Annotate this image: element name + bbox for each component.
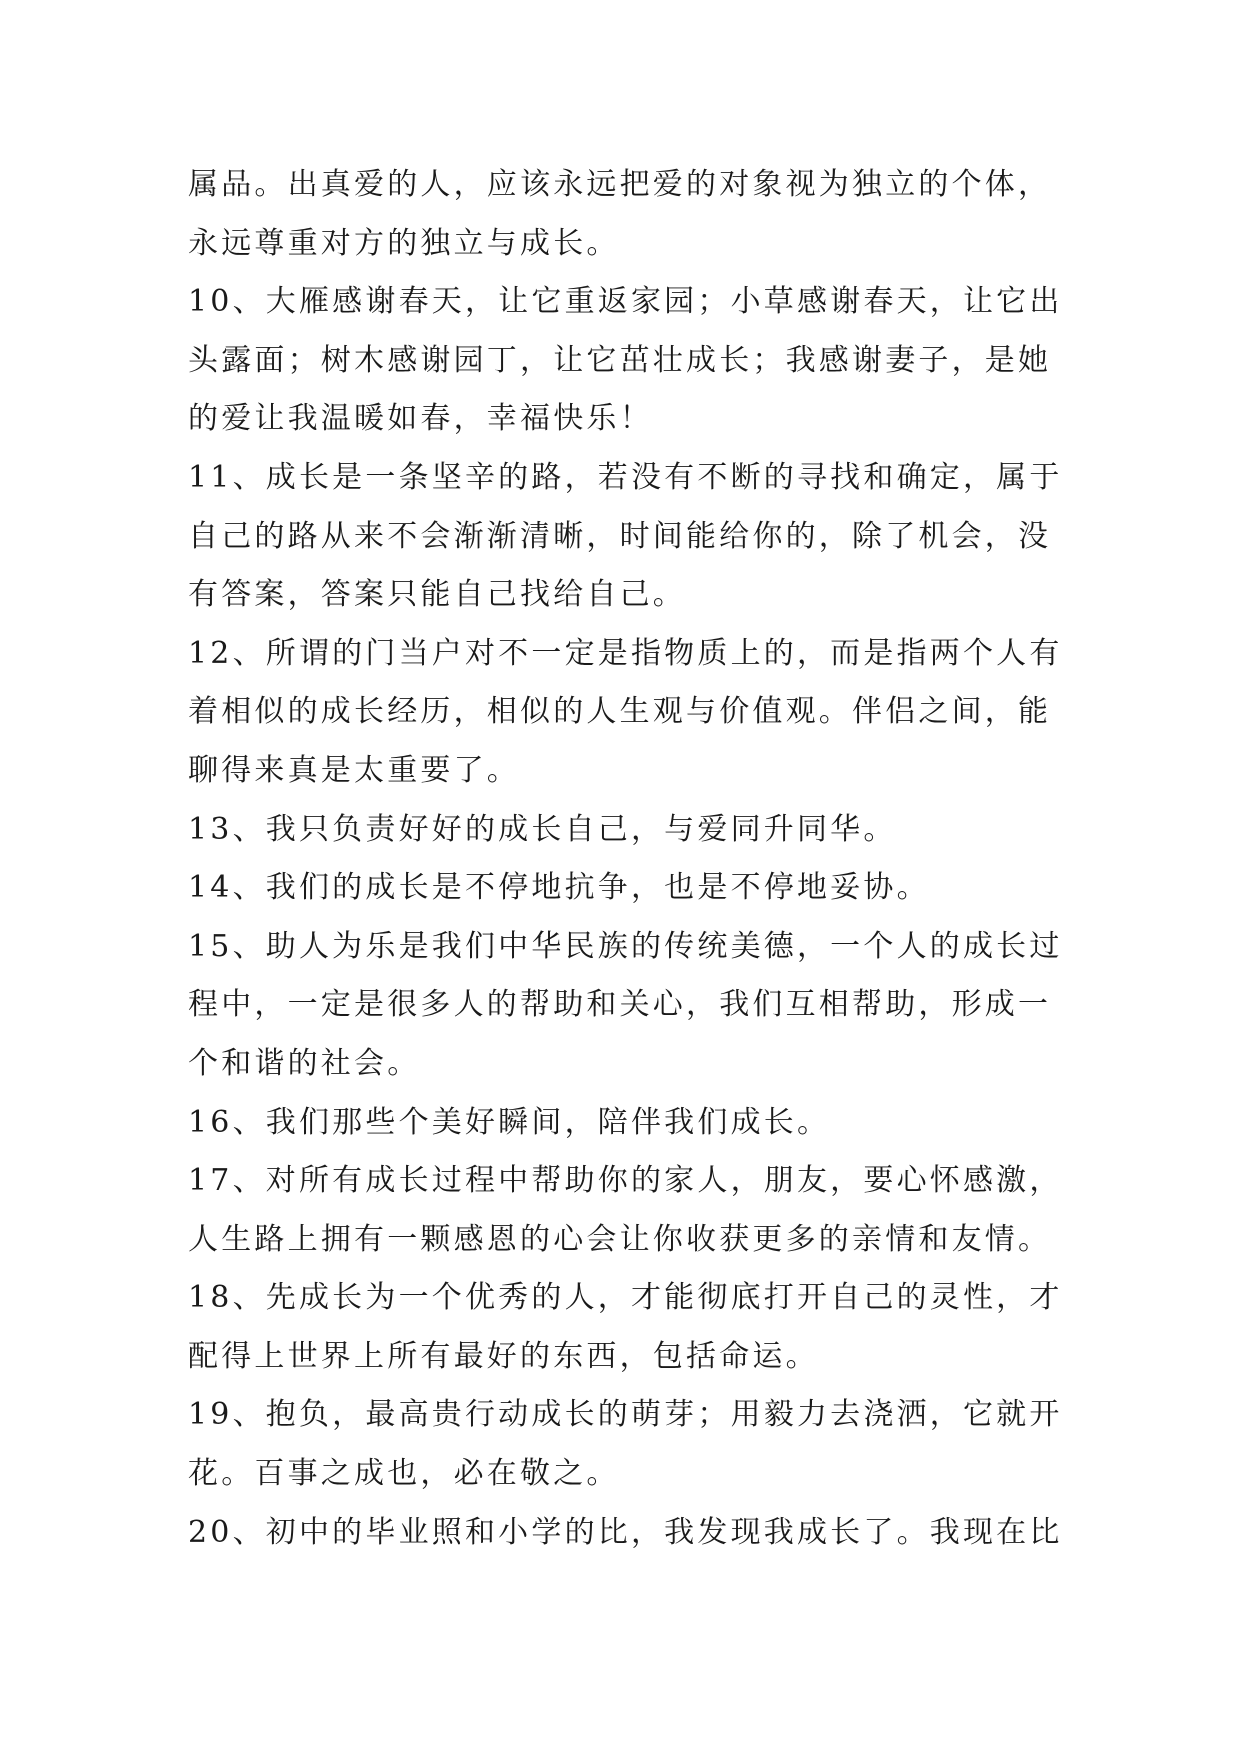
text-line: 17、对所有成长过程中帮助你的家人，朋友，要心怀感激， bbox=[188, 1163, 1063, 1199]
text-line: 个和谐的社会。 bbox=[188, 1045, 421, 1081]
text-line: 15、助人为乐是我们中华民族的传统美德，一个人的成长过 bbox=[188, 928, 1063, 964]
text-line: 16、我们那些个美好瞬间，陪伴我们成长。 bbox=[188, 1104, 831, 1140]
text-line: 19、抱负，最高贵行动成长的萌芽；用毅力去浇洒，它就开 bbox=[188, 1397, 1063, 1433]
text-line: 着相似的成长经历，相似的人生观与价值观。伴侣之间，能 bbox=[188, 694, 1052, 730]
text-line: 人生路上拥有一颗感恩的心会让你收获更多的亲情和友情。 bbox=[188, 1221, 1052, 1257]
text-line: 程中，一定是很多人的帮助和关心，我们互相帮助，形成一 bbox=[188, 987, 1052, 1023]
text-line: 有答案，答案只能自己找给自己。 bbox=[188, 577, 686, 613]
text-line: 的爱让我温暖如春，幸福快乐！ bbox=[188, 401, 653, 437]
body-text bbox=[188, 156, 1068, 1562]
text-line: 头露面；树木感谢园丁，让它茁壮成长；我感谢妻子，是她 bbox=[188, 342, 1052, 378]
text-line: 11、成长是一条坚辛的路，若没有不断的寻找和确定，属于 bbox=[188, 459, 1063, 495]
text-line: 20、初中的毕业照和小学的比，我发现我成长了。我现在比 bbox=[188, 1514, 1063, 1550]
text-line: 永远尊重对方的独立与成长。 bbox=[188, 225, 620, 261]
text-line: 14、我们的成长是不停地抗争，也是不停地妥协。 bbox=[188, 870, 930, 906]
text-line: 配得上世界上所有最好的东西，包括命运。 bbox=[188, 1338, 819, 1374]
text-line: 花。百事之成也，必在敬之。 bbox=[188, 1456, 620, 1492]
text-line: 13、我只负责好好的成长自己，与爱同升同华。 bbox=[188, 811, 897, 847]
text-line: 18、先成长为一个优秀的人，才能彻底打开自己的灵性，才 bbox=[188, 1280, 1063, 1316]
text-line: 聊得来真是太重要了。 bbox=[188, 752, 520, 788]
text-line: 属品。出真爱的人，应该永远把爱的对象视为独立的个体， bbox=[188, 167, 1052, 202]
text-line: 自己的路从来不会渐渐清晰，时间能给你的，除了机会，没 bbox=[188, 518, 1052, 554]
text-line: 12、所谓的门当户对不一定是指物质上的，而是指两个人有 bbox=[188, 635, 1063, 671]
text-line: 10、大雁感谢春天，让它重返家园；小草感谢春天，让它出 bbox=[188, 284, 1063, 320]
